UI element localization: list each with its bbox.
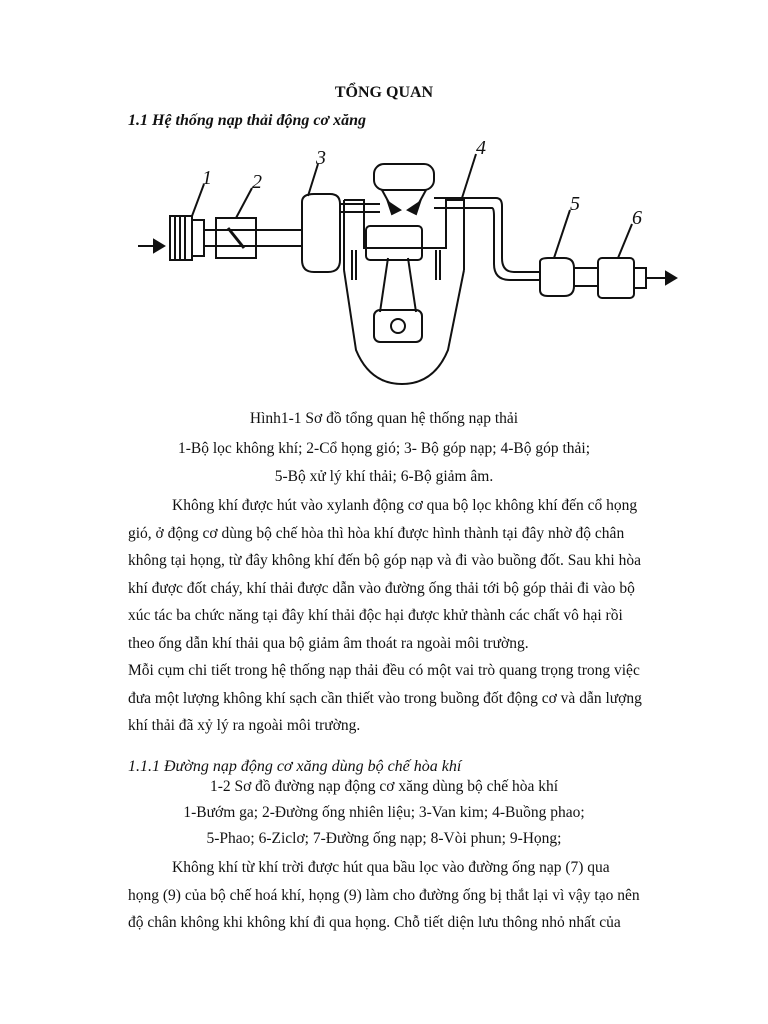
paragraph-line: theo ống dẫn khí thải qua bộ giảm âm thoát ra ngoài môi trường. [128,634,529,652]
paragraph-line: xúc tác ba chức năng tại đây khí thải độc hại được khử thành các chất vô hại rồi [128,607,623,624]
paragraph-line: gió, ở động cơ dùng bộ chế hòa thì hòa khí được hình thành tại đây nhờ độ chân [128,524,625,542]
inlet-arrow-head [154,240,164,252]
figure-caption-title: Hình1-1 Sơ đồ tổng quan hệ thống nạp thải [249,410,519,427]
figure-2-caption-legend-2: 5-Phao; 6-Ziclơ; 7-Đường ống nạp; 8-Vòi phun; 9-Họng; [206,830,562,847]
muffler [598,258,634,298]
label-1: 1 [202,167,212,189]
paragraph-line: Không khí được hút vào xylanh động cơ qua bộ lọc không khí đến cổ họng [172,497,638,514]
subsection-heading: 1.1.1 Đường nạp động cơ xăng dùng bộ chế hòa khí [128,758,462,775]
cylinder-head [374,164,434,190]
intake-exhaust-diagram [130,140,690,400]
crank-pin [391,319,405,333]
paragraph-line: đưa một lượng không khí sạch cần thiết vào trong buồng đốt động cơ và dẫn lượng [128,689,642,707]
diagram-svg [130,140,690,400]
outlet-arrow-head [666,272,676,284]
connecting-rod [374,310,422,342]
figure-2-caption-title: 1-2 Sơ đồ đường nạp động cơ xăng dùng bộ chế hòa khí [209,778,559,795]
paragraph-3 [128,854,694,937]
label-5: 5 [570,193,580,215]
figure-2-caption-legend-1: 1-Bướm ga; 2-Đường ống nhiên liệu; 3-Van kim; 4-Buồng phao; [183,804,585,821]
page-title: TỔNG QUAN [334,84,434,101]
intake-manifold [302,194,340,272]
label-3: 3 [316,147,326,169]
paragraph-line: khí được đốt cháy, khí thải được dẫn vào đường ống thải tới bộ góp thải đi vào bộ [128,579,635,597]
paragraph-2 [128,657,694,740]
paragraph-line: không tại họng, từ đây không khí đến bộ góp nạp và đi vào buồng đốt. Sau khi hòa [128,552,641,569]
paragraph-line: họng (9) của bộ chế hoá khí, họng (9) làm cho đường ống bị thắt lại vì vậy tạo nên [128,886,640,904]
figure-caption-legend-2: 5-Bộ xử lý khí thải; 6-Bộ giảm âm. [274,468,494,485]
paragraph-1 [128,492,694,657]
paragraph-line: khí thải đã xỷ lý ra ngoài môi trường. [128,717,361,734]
label-6: 6 [632,207,642,229]
paragraph-line: Không khí từ khí trời được hút qua bầu lọc vào đường ống nạp (7) qua [172,859,610,876]
paragraph-line: độ chân không khi không khí đi qua họng. Chỗ tiết diện lưu thông nhỏ nhất của [128,914,621,931]
label-4: 4 [476,140,486,159]
piston [366,226,422,260]
paragraph-line: Mỗi cụm chi tiết trong hệ thống nạp thải đều có một vai trò quang trọng trong việc [128,662,640,679]
label-2: 2 [252,171,262,193]
figure-caption-legend-1: 1-Bộ lọc không khí; 2-Cổ họng gió; 3- Bộ góp nạp; 4-Bộ góp thải; [177,440,591,457]
catalytic-converter [540,258,574,296]
section-heading: 1.1 Hệ thống nạp thải động cơ xăng [128,112,366,129]
